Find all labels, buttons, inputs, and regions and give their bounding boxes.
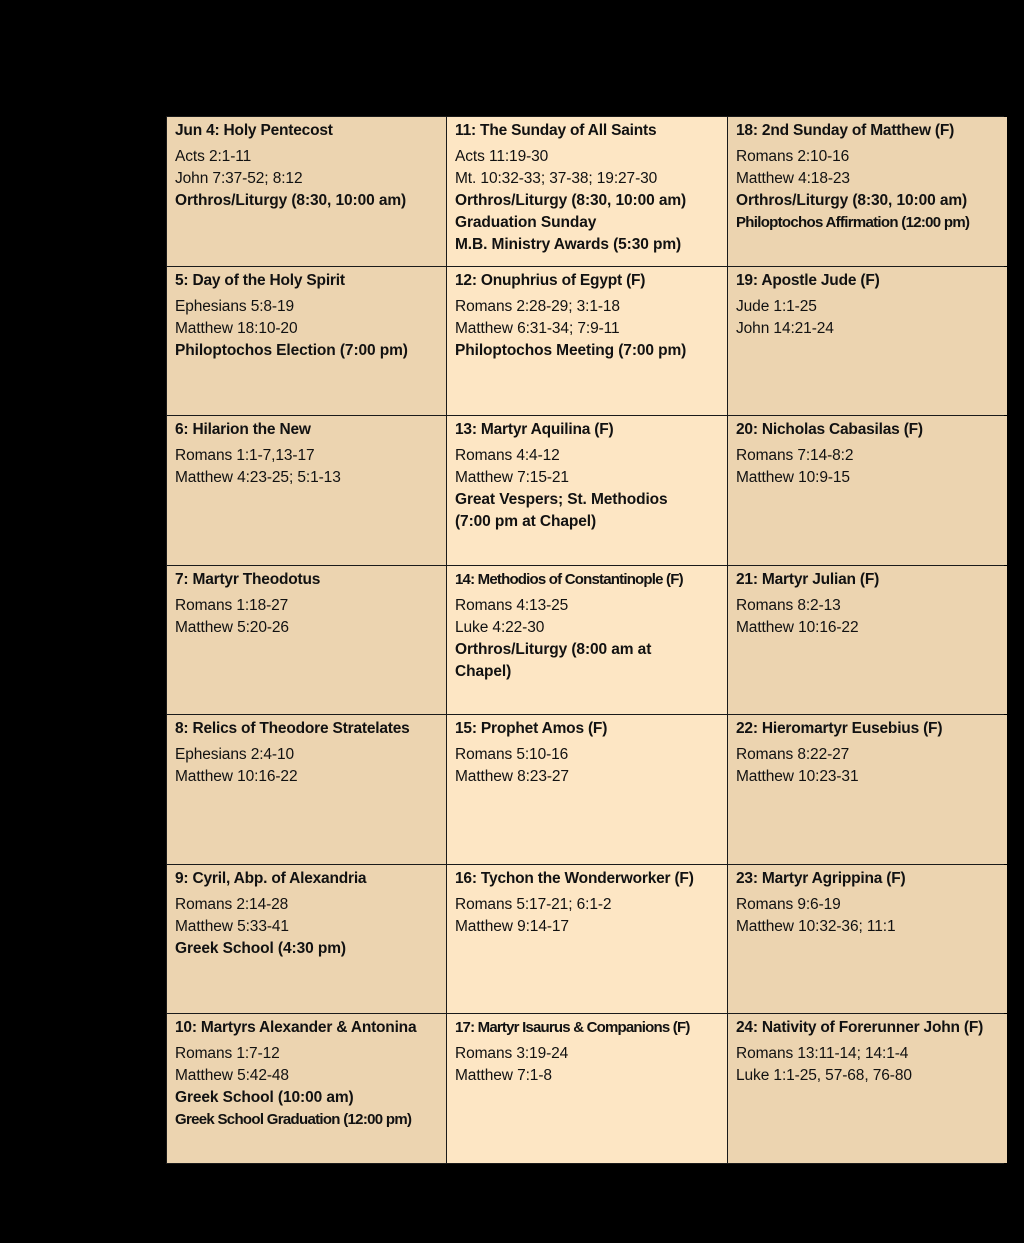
event-line: Orthros/Liturgy (8:30, 10:00 am) bbox=[175, 192, 407, 209]
day-title: 5: Day of the Holy Spirit bbox=[175, 271, 345, 289]
reading-line: Romans 9:6-19 bbox=[736, 895, 841, 913]
reading-line: Matthew 8:23-27 bbox=[455, 768, 569, 786]
event-line: Greek School (10:00 am) bbox=[175, 1089, 354, 1107]
calendar-grid bbox=[166, 116, 1004, 1164]
event-line: Chapel) bbox=[455, 662, 512, 680]
reading-line: Jude 1:1-25 bbox=[736, 297, 817, 315]
reading-line: Romans 2:10-16 bbox=[736, 148, 850, 165]
reading-line: Matthew 5:42-48 bbox=[175, 1067, 289, 1085]
event-line: (7:00 pm at Chapel) bbox=[455, 513, 597, 531]
reading-line: Matthew 4:18-23 bbox=[736, 170, 850, 187]
day-cell bbox=[728, 267, 1007, 416]
reading-line: Matthew 18:10-20 bbox=[175, 319, 298, 337]
day-cell bbox=[447, 715, 727, 864]
reading-line: Romans 2:14-28 bbox=[175, 895, 289, 913]
event-line: Orthros/Liturgy (8:00 am at bbox=[455, 640, 652, 658]
reading-line: Romans 2:28-29; 3:1-18 bbox=[455, 297, 620, 315]
reading-line: Matthew 5:20-26 bbox=[175, 618, 289, 636]
day-cell bbox=[167, 566, 446, 715]
reading-line: Mt. 10:32-33; 37-38; 19:27-30 bbox=[455, 170, 658, 187]
day-title: 16: Tychon the Wonderworker (F) bbox=[455, 869, 694, 887]
day-title: 13: Martyr Aquilina (F) bbox=[455, 421, 614, 439]
day-title: 11: The Sunday of All Saints bbox=[455, 122, 657, 139]
day-title: 23: Martyr Agrippina (F) bbox=[736, 869, 906, 887]
reading-line: John 14:21-24 bbox=[736, 319, 834, 337]
day-cell bbox=[728, 117, 1007, 266]
day-title: 7: Martyr Theodotus bbox=[175, 570, 321, 588]
reading-line: Matthew 10:16-22 bbox=[736, 618, 859, 636]
day-title: 10: Martyrs Alexander & Antonina bbox=[175, 1019, 417, 1037]
day-title: 22: Hieromartyr Eusebius (F) bbox=[736, 720, 943, 738]
day-cell bbox=[728, 566, 1007, 715]
day-cell bbox=[447, 566, 727, 715]
day-cell bbox=[167, 117, 446, 266]
reading-line: Ephesians 2:4-10 bbox=[175, 746, 295, 764]
reading-line: Romans 5:10-16 bbox=[455, 746, 569, 764]
reading-line: Romans 1:1-7,13-17 bbox=[175, 447, 315, 465]
reading-line: Matthew 10:9-15 bbox=[736, 469, 850, 487]
day-cell bbox=[167, 715, 446, 864]
reading-line: Romans 8:2-13 bbox=[736, 596, 841, 614]
day-cell bbox=[447, 117, 727, 266]
day-cell bbox=[167, 416, 446, 565]
event-line: Philoptochos Election (7:00 pm) bbox=[175, 341, 408, 359]
event-line: Orthros/Liturgy (8:30, 10:00 am) bbox=[736, 192, 968, 209]
day-cell bbox=[447, 267, 727, 416]
reading-line: Romans 8:22-27 bbox=[736, 746, 850, 764]
reading-line: Acts 2:1-11 bbox=[175, 148, 252, 165]
day-title: 6: Hilarion the New bbox=[175, 421, 311, 439]
day-cell bbox=[728, 416, 1007, 565]
reading-line: Matthew 7:15-21 bbox=[455, 469, 569, 487]
reading-line: Romans 4:4-12 bbox=[455, 447, 560, 465]
day-title: 20: Nicholas Cabasilas (F) bbox=[736, 421, 923, 439]
reading-line: Matthew 5:33-41 bbox=[175, 917, 289, 935]
reading-line: Romans 1:18-27 bbox=[175, 596, 289, 614]
reading-line: John 7:37-52; 8:12 bbox=[175, 170, 303, 187]
event-line: Philoptochos Affirmation (12:00 pm) bbox=[736, 214, 970, 231]
event-line: Orthros/Liturgy (8:30, 10:00 am) bbox=[455, 192, 687, 209]
day-cell bbox=[447, 1014, 727, 1163]
day-cell bbox=[447, 416, 727, 565]
day-title: 9: Cyril, Abp. of Alexandria bbox=[175, 869, 367, 887]
event-line: Philoptochos Meeting (7:00 pm) bbox=[455, 341, 687, 359]
day-title: 14: Methodios of Constantinople (F) bbox=[455, 570, 683, 588]
reading-line: Matthew 10:32-36; 11:1 bbox=[736, 917, 896, 935]
reading-line: Romans 4:13-25 bbox=[455, 596, 569, 614]
reading-line: Matthew 10:16-22 bbox=[175, 768, 298, 786]
day-cell bbox=[167, 267, 446, 416]
day-cell bbox=[728, 1014, 1007, 1163]
day-cell bbox=[447, 865, 727, 1014]
reading-line: Matthew 10:23-31 bbox=[736, 768, 859, 786]
event-line: Greek School (4:30 pm) bbox=[175, 939, 346, 957]
day-cell bbox=[167, 1014, 446, 1163]
day-title: 8: Relics of Theodore Stratelates bbox=[175, 720, 410, 738]
reading-line: Romans 5:17-21; 6:1-2 bbox=[455, 895, 612, 913]
day-cell bbox=[728, 865, 1007, 1014]
event-line: Graduation Sunday bbox=[455, 214, 597, 231]
reading-line: Matthew 4:23-25; 5:1-13 bbox=[175, 469, 341, 487]
reading-line: Matthew 9:14-17 bbox=[455, 917, 569, 935]
day-title: 19: Apostle Jude (F) bbox=[736, 271, 880, 289]
reading-line: Luke 1:1-25, 57-68, 76-80 bbox=[736, 1067, 912, 1085]
reading-line: Acts 11:19-30 bbox=[455, 148, 549, 165]
reading-line: Romans 7:14-8:2 bbox=[736, 447, 854, 465]
day-title: 24: Nativity of Forerunner John (F) bbox=[736, 1019, 984, 1037]
event-line: Greek School Graduation (12:00 pm) bbox=[175, 1111, 412, 1129]
reading-line: Ephesians 5:8-19 bbox=[175, 297, 295, 315]
reading-line: Matthew 7:1-8 bbox=[455, 1067, 552, 1085]
day-cell bbox=[728, 715, 1007, 864]
reading-line: Romans 1:7-12 bbox=[175, 1045, 280, 1063]
day-title: 18: 2nd Sunday of Matthew (F) bbox=[736, 122, 955, 139]
reading-line: Matthew 6:31-34; 7:9-11 bbox=[455, 319, 620, 337]
day-title: Jun 4: Holy Pentecost bbox=[175, 122, 333, 139]
event-line: Great Vespers; St. Methodios bbox=[455, 491, 668, 509]
reading-line: Luke 4:22-30 bbox=[455, 618, 545, 636]
day-cell bbox=[167, 865, 446, 1014]
day-title: 17: Martyr Isaurus & Companions (F) bbox=[455, 1019, 690, 1037]
reading-line: Romans 3:19-24 bbox=[455, 1045, 569, 1063]
event-line: M.B. Ministry Awards (5:30 pm) bbox=[455, 236, 682, 253]
day-title: 21: Martyr Julian (F) bbox=[736, 570, 880, 588]
day-title: 12: Onuphrius of Egypt (F) bbox=[455, 271, 646, 289]
reading-line: Romans 13:11-14; 14:1-4 bbox=[736, 1045, 909, 1063]
day-title: 15: Prophet Amos (F) bbox=[455, 720, 608, 738]
